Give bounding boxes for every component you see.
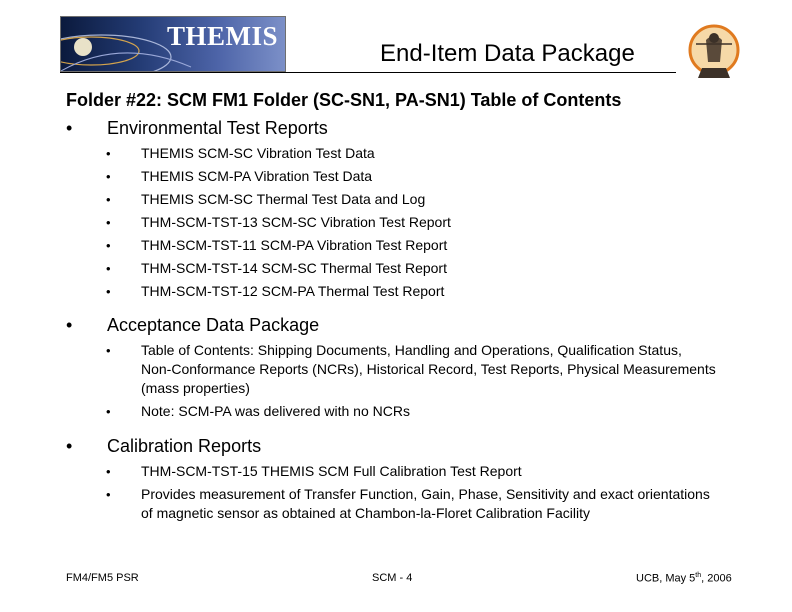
- bullet: •: [106, 192, 111, 207]
- header-divider: [60, 72, 676, 73]
- item-text: THM-SCM-TST-12 SCM-PA Thermal Test Report: [141, 283, 445, 299]
- list-item: [66, 259, 746, 278]
- footer-left: FM4/FM5 PSR: [66, 572, 139, 584]
- item-text: THM-SCM-TST-14 SCM-SC Thermal Test Report: [141, 260, 447, 276]
- item-text: Table of Contents: Shipping Documents, Handling and Operations, Qualification Status, Non-Conformance Reports (NCRs), Historical Record, Test Reports, Physical Measurements (mass properties): [141, 342, 716, 396]
- item-text: THM-SCM-TST-15 THEMIS SCM Full Calibration Test Report: [141, 463, 522, 479]
- section-heading: [66, 118, 746, 142]
- list-item: [66, 341, 746, 398]
- footer-date-suffix: , 2006: [701, 572, 732, 585]
- bullet: •: [106, 404, 111, 419]
- list-item: [66, 462, 746, 481]
- bullet: •: [106, 464, 111, 479]
- list-item: [66, 282, 746, 301]
- bullet: •: [106, 343, 111, 358]
- page-title: End-Item Data Package: [380, 40, 635, 67]
- section-calibration: [66, 436, 746, 523]
- section-label: Acceptance Data Package: [107, 315, 320, 335]
- footer-date: [636, 572, 732, 585]
- bullet: •: [66, 118, 73, 138]
- item-text: THEMIS SCM-SC Thermal Test Data and Log: [141, 191, 426, 207]
- section-heading: [66, 315, 746, 339]
- section-environmental: [66, 118, 746, 301]
- bullet: •: [106, 487, 111, 502]
- themis-emblem-icon: [684, 20, 744, 82]
- themis-logo: [60, 16, 286, 72]
- item-text: THM-SCM-TST-11 SCM-PA Vibration Test Report: [141, 237, 448, 253]
- list-item: [66, 213, 746, 232]
- list-item: [66, 402, 746, 421]
- list-item: [66, 236, 746, 255]
- section-label: Environmental Test Reports: [107, 118, 328, 138]
- bullet: •: [106, 169, 111, 184]
- bullet: •: [106, 261, 111, 276]
- footer-date-sup: th: [695, 572, 702, 579]
- logo-text: THEMIS: [167, 21, 279, 51]
- section-acceptance: [66, 315, 746, 421]
- bullet: •: [106, 146, 111, 161]
- item-text: THM-SCM-TST-13 SCM-SC Vibration Test Report: [141, 214, 451, 230]
- bullet: •: [106, 215, 111, 230]
- bullet: •: [66, 315, 73, 335]
- bullet: •: [106, 284, 111, 299]
- item-text: THEMIS SCM-PA Vibration Test Data: [141, 168, 373, 184]
- list-item: [66, 167, 746, 186]
- bullet: •: [106, 238, 111, 253]
- section-label: Calibration Reports: [107, 436, 262, 456]
- bullet: •: [66, 436, 73, 456]
- footer-date-prefix: UCB, May 5: [636, 572, 696, 585]
- section-heading: [66, 436, 746, 460]
- list-item: [66, 190, 746, 209]
- item-text: Note: SCM-PA was delivered with no NCRs: [141, 403, 410, 419]
- list-item: [66, 144, 746, 163]
- footer-page-number: SCM - 4: [372, 572, 413, 584]
- item-text: Provides measurement of Transfer Function, Gain, Phase, Sensitivity and exact orientations of magnetic sensor as obtained at Chambon-la-Floret Calibration Facility: [141, 486, 710, 521]
- item-text: THEMIS SCM-SC Vibration Test Data: [141, 145, 375, 161]
- toc-title: Folder #22: SCM FM1 Folder (SC-SN1, PA-SN1) Table of Contents: [66, 90, 622, 110]
- list-item: [66, 485, 746, 523]
